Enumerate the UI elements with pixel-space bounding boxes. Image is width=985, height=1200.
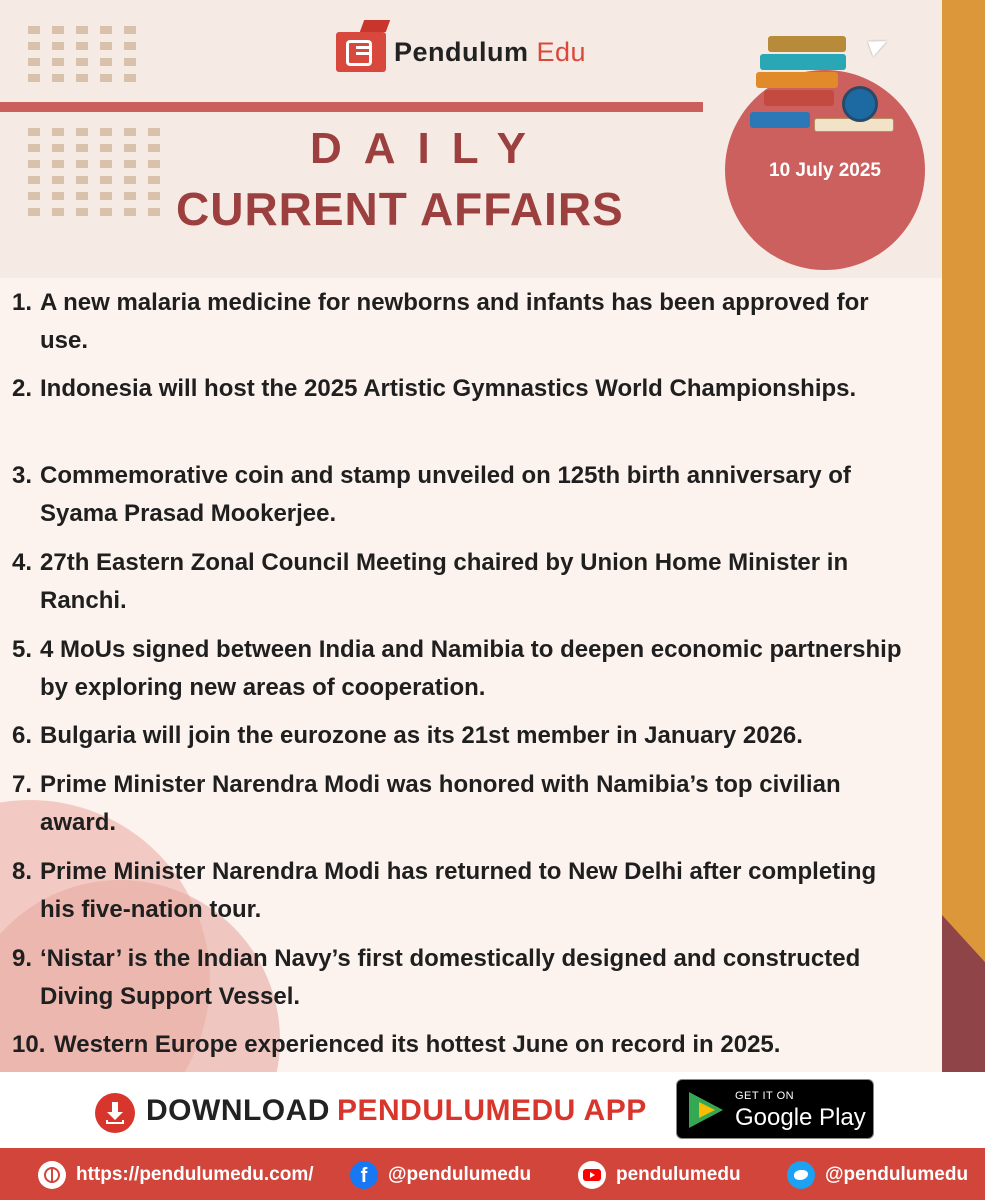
twitter-icon [787, 1161, 815, 1189]
page-title-current-affairs: CURRENT AFFAIRS [176, 183, 624, 235]
dot-pattern [28, 26, 136, 82]
page-title-daily: DAILY [310, 124, 548, 173]
list-item: 10. Western Europe experienced its hottest June on record in 2025. [12, 1031, 781, 1058]
google-play-button[interactable] [676, 1079, 874, 1139]
list-item: 2. Indonesia will host the 2025 Artistic Gymnastics World Championships. [12, 375, 857, 402]
globe-icon [38, 1161, 66, 1189]
list-item: 7. Prime Minister Narendra Modi was honored with Namibia’s top civilian award. [12, 771, 841, 836]
paper-plane-icon [868, 35, 890, 56]
google-play-label: Google Play [735, 1104, 866, 1131]
list-item: 1. A new malaria medicine for newborns and infants has been approved for use. [12, 289, 869, 354]
brand-name: Pendulum Edu [394, 36, 587, 67]
twitter-link[interactable]: @pendulumedu [787, 1161, 968, 1189]
header-divider [0, 102, 703, 112]
download-app-name[interactable]: PENDULUMEDU APP [337, 1094, 647, 1127]
brand-logo [336, 32, 586, 72]
date-label: 10 July 2025 [769, 160, 881, 181]
google-play-small-label: GET IT ON [735, 1090, 795, 1102]
pendulum-logo-icon [336, 32, 386, 72]
website-link[interactable]: https://pendulumedu.com/ [38, 1161, 314, 1189]
download-icon[interactable] [95, 1093, 135, 1133]
books-globe-illustration [750, 30, 910, 150]
list-item: 3. Commemorative coin and stamp unveiled on 125th birth anniversary of Syama Prasad Mookerjee. [12, 462, 851, 527]
list-item: 9. ‘Nistar’ is the Indian Navy’s first domestically designed and constructed Diving Support Vessel. [12, 945, 861, 1010]
youtube-icon [578, 1161, 606, 1189]
right-accent-panel [942, 0, 985, 1072]
list-item: 5. 4 MoUs signed between India and Namibia to deepen economic partnership by exploring new areas of cooperation. [12, 636, 902, 701]
facebook-icon: f [350, 1161, 378, 1189]
youtube-link[interactable]: pendulumedu [578, 1161, 741, 1189]
list-item: 8. Prime Minister Narendra Modi has returned to New Delhi after completing his five-nation tour. [12, 858, 877, 923]
list-item: 6. Bulgaria will join the eurozone as its 21st member in January 2026. [12, 722, 803, 749]
download-label: DOWNLOAD [146, 1094, 330, 1127]
dot-pattern [28, 128, 160, 216]
list-item: 4. 27th Eastern Zonal Council Meeting chaired by Union Home Minister in Ranchi. [12, 549, 849, 614]
facebook-link[interactable]: f @pendulumedu [350, 1161, 531, 1189]
globe-icon [842, 86, 878, 122]
